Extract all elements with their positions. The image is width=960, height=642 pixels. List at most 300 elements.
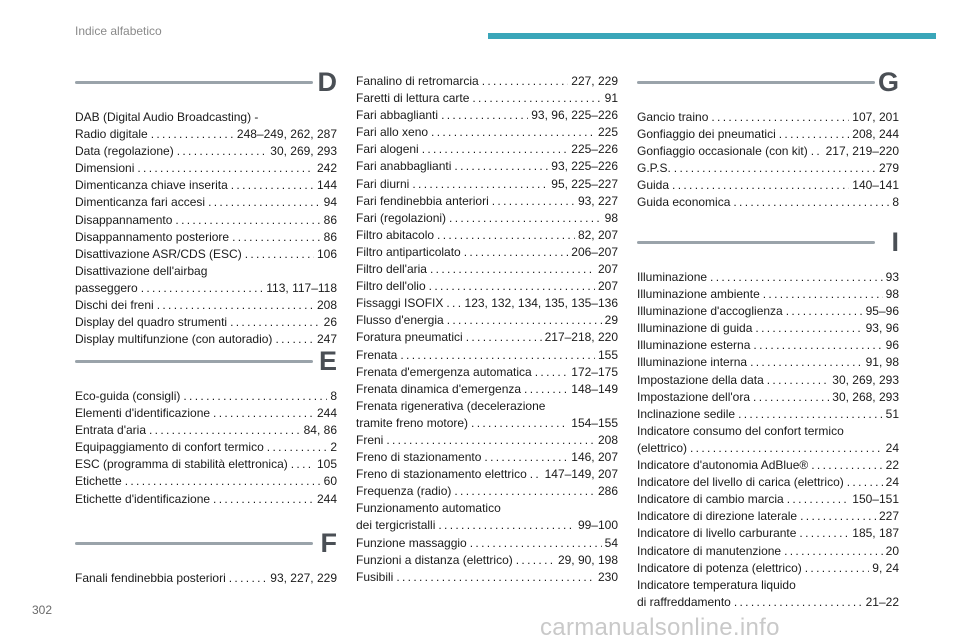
dot-leader (767, 372, 830, 389)
index-entry-label: Disappannamento (75, 212, 173, 227)
dot-leader (454, 158, 548, 175)
index-entry-pages: 93, 96, 225–226 (531, 108, 618, 123)
dot-leader (213, 491, 314, 508)
index-entry-label: Eco-guida (consigli) (75, 389, 181, 403)
index-entry-label: Impostazione dell'ora (637, 389, 751, 404)
index-entry-pages: 93, 225–226 (551, 159, 618, 174)
index-entry[interactable] (75, 456, 337, 473)
dot-leader (447, 312, 602, 329)
index-entry-pages: 208 (316, 298, 337, 313)
index-entry[interactable] (356, 449, 618, 466)
index-entry-label: Etichette d'identificazione (75, 491, 211, 506)
index-entry-pages: 185, 187 (852, 526, 899, 541)
index-entry-label: Fari allo xeno (356, 125, 429, 140)
dot-leader (275, 331, 314, 348)
index-entry-label: Funzioni a distanza (elettrico) (356, 552, 513, 567)
index-entry[interactable] (637, 303, 899, 320)
dot-leader (710, 269, 883, 286)
index-entry[interactable] (356, 176, 618, 193)
index-entry[interactable] (75, 405, 337, 422)
index-entry[interactable] (75, 143, 337, 160)
index-entry[interactable] (75, 388, 337, 405)
index-entry-pages: 8 (330, 389, 337, 403)
dot-leader (472, 90, 601, 107)
index-entry[interactable] (637, 143, 899, 160)
index-entry-pages: 29 (604, 313, 618, 328)
section-header (75, 67, 337, 109)
index-entry-lead: Indicatore consumo del confort termico (637, 423, 844, 438)
dot-leader (400, 347, 595, 364)
index-entry-pages: 93, 96 (865, 321, 899, 336)
dot-leader (805, 560, 870, 577)
index-entry-lead: Indicatore temperatura liquido (637, 577, 796, 592)
index-entry-label: di raffreddamento (637, 594, 731, 609)
index-entry-label: Illuminazione di guida (637, 321, 753, 336)
index-entry[interactable] (637, 354, 899, 371)
dot-leader (535, 364, 569, 381)
index-entry-label: Filtro antiparticolato (356, 244, 461, 259)
index-entry-pages: 96 (885, 338, 899, 353)
index-entry-pages: 24 (885, 440, 899, 455)
index-entry-pages: 107, 201 (852, 110, 899, 124)
index-entry-label: Fari fendinebbia anteriori (356, 193, 489, 208)
index-entry[interactable] (637, 457, 899, 474)
index-entry[interactable] (356, 517, 618, 534)
dot-leader (811, 143, 823, 160)
index-entry-pages: 248–249, 262, 287 (236, 127, 337, 142)
dot-leader (786, 303, 863, 320)
index-entry-pages: 94 (323, 195, 337, 210)
dot-leader (787, 491, 850, 508)
dot-leader (177, 143, 268, 160)
index-entry[interactable] (637, 406, 899, 423)
index-entry[interactable] (356, 347, 618, 364)
index-entry-pages: 154–155 (571, 415, 618, 430)
dot-leader (213, 405, 314, 422)
index-entry[interactable] (75, 331, 337, 348)
dot-leader (137, 160, 314, 177)
dot-leader (386, 432, 595, 449)
section-E (75, 346, 337, 508)
dot-leader (422, 141, 569, 158)
dot-leader (441, 107, 528, 124)
dot-leader (231, 177, 314, 194)
index-entry[interactable] (356, 329, 618, 346)
index-entry-pages: 30, 269, 293 (270, 144, 337, 159)
index-entry-lead: DAB (Digital Audio Broadcasting) - (75, 110, 259, 124)
dot-leader (763, 286, 883, 303)
index-entry[interactable] (75, 473, 337, 490)
index-entry-pages: 227, 229 (571, 74, 618, 88)
index-entry-label: Guida (637, 178, 670, 193)
index-entry[interactable] (637, 440, 899, 457)
index-entry[interactable] (356, 244, 618, 261)
index-entry[interactable] (75, 314, 337, 331)
index-entry[interactable] (75, 229, 337, 246)
index-entry-pages: 207 (597, 279, 618, 294)
index-entry-label: Indicatore d'autonomia AdBlue® (637, 458, 809, 473)
index-entry-pages: 8 (892, 195, 899, 210)
index-entry[interactable] (356, 569, 618, 586)
dot-leader (711, 109, 849, 126)
index-entry-label: Illuminazione (637, 270, 708, 284)
index-entry[interactable] (637, 543, 899, 560)
dot-leader (396, 569, 595, 586)
index-entry[interactable] (637, 594, 899, 611)
index-entry-label: Display multifunzione (con autoradio) (75, 332, 273, 347)
index-entry-pages: 244 (316, 406, 337, 421)
index-entry[interactable] (637, 560, 899, 577)
index-entry-label: Freno di stazionamento (356, 450, 482, 465)
section-header (637, 67, 899, 109)
index-entry-pages: 9, 24 (872, 560, 899, 575)
index-entry[interactable] (356, 141, 618, 158)
index-entry-label: Frenata (356, 347, 398, 362)
index-entry-label: Inclinazione sedile (637, 406, 736, 421)
index-entry[interactable] (356, 124, 618, 141)
index-entry-pages: 144 (316, 178, 337, 193)
dot-leader (412, 176, 548, 193)
index-entry-pages: 242 (316, 161, 337, 176)
index-entry-pages: 98 (604, 210, 618, 225)
index-entry-label: Elementi d'identificazione (75, 406, 211, 421)
index-entry-label: Illuminazione ambiente (637, 287, 760, 302)
index-entry[interactable] (75, 194, 337, 211)
index-entry-pages: 99–100 (577, 518, 618, 533)
index-entry-label: Fari anabbaglianti (356, 159, 452, 174)
index-entry-pages: 98 (885, 287, 899, 302)
section-F-continued (356, 73, 618, 586)
index-entry-list (637, 269, 899, 611)
dot-leader (753, 389, 829, 406)
index-entry[interactable] (356, 535, 618, 552)
index-entry-label: G.P.S. (637, 161, 671, 176)
dot-leader (755, 320, 862, 337)
index-entry[interactable] (637, 177, 899, 194)
index-entry-lead: Disattivazione dell'airbag (75, 263, 208, 278)
index-entry-label: Indicatore di livello carburante (637, 526, 797, 541)
index-entry[interactable] (356, 227, 618, 244)
index-entry-label: Frequenza (radio) (356, 484, 452, 499)
dot-leader (799, 525, 849, 542)
index-entry-label: Indicatore del livello di carica (elettrico) (637, 475, 844, 490)
index-entry[interactable] (356, 158, 618, 175)
index-entry[interactable] (75, 126, 337, 143)
index-entry[interactable] (356, 107, 618, 124)
index-entry-label: Fusibili (356, 569, 394, 584)
index-entry-pages: 30, 268, 293 (832, 389, 899, 404)
index-entry-list (75, 388, 337, 508)
index-entry-pages: 230 (597, 569, 618, 584)
dot-leader (690, 440, 883, 457)
index-entry[interactable] (356, 278, 618, 295)
dot-leader (464, 244, 569, 261)
index-entry-label: Indicatore di cambio marcia (637, 492, 784, 507)
index-entry-label: Frenata d'emergenza automatica (356, 364, 532, 379)
index-entry[interactable] (637, 508, 899, 525)
dot-leader (438, 517, 575, 534)
dot-leader (454, 483, 595, 500)
dot-leader (779, 126, 850, 143)
index-entry[interactable] (356, 415, 618, 432)
index-entry[interactable] (356, 466, 618, 483)
index-entry-pages: 54 (604, 535, 618, 550)
index-entry[interactable] (356, 483, 618, 500)
index-entry[interactable] (637, 320, 899, 337)
dot-leader (431, 124, 595, 141)
index-entry[interactable] (356, 381, 618, 398)
index-entry-pages: 91 (604, 91, 618, 106)
index-entry-label: Gonfiaggio dei pneumatici (637, 127, 776, 142)
index-entry-pages: 207 (597, 262, 618, 277)
index-entry-label: Impostazione della data (637, 372, 764, 387)
index-entry-label: tramite freno motore) (356, 415, 469, 430)
index-entry[interactable] (356, 210, 618, 227)
index-entry-label: Disattivazione ASR/CDS (ESC) (75, 246, 242, 261)
index-entry-lead: Funzionamento automatico (356, 501, 501, 516)
dot-leader (800, 508, 876, 525)
index-entry-pages: 123, 132, 134, 135, 135–136 (464, 296, 618, 311)
index-entry-label: Radio digitale (75, 127, 148, 142)
index-entry-label: Etichette (75, 474, 122, 489)
index-entry-label: Entrata d'aria (75, 423, 146, 438)
section-divider (75, 81, 313, 84)
index-entry-label: Display del quadro strumenti (75, 315, 228, 330)
index-entry[interactable] (75, 439, 337, 456)
index-entry-pages: 24 (885, 475, 899, 490)
index-entry-pages: 227 (878, 509, 899, 524)
index-entry-label: Illuminazione interna (637, 355, 748, 370)
index-entry-label: Fari abbaglianti (356, 108, 439, 123)
dot-leader (524, 381, 568, 398)
index-entry[interactable] (637, 109, 899, 126)
section-letter: I (891, 227, 899, 257)
index-entry-label: Dimenticanza fari accesi (75, 195, 206, 210)
section-I (637, 227, 899, 611)
dot-leader (149, 422, 301, 439)
index-entry-pages: 29, 90, 198 (557, 552, 618, 567)
index-entry[interactable] (75, 570, 337, 587)
index-entry[interactable] (637, 286, 899, 303)
index-entry-pages: 247 (316, 332, 337, 347)
index-entry-label: Fari diurni (356, 176, 410, 191)
dot-leader (674, 160, 876, 177)
index-entry-pages: 155 (597, 347, 618, 362)
index-entry-pages: 106 (316, 246, 337, 261)
index-entry[interactable] (356, 193, 618, 210)
index-entry-pages: 30, 269, 293 (832, 372, 899, 387)
index-entry[interactable] (637, 474, 899, 491)
index-entry-pages: 286 (597, 484, 618, 499)
dot-leader (141, 280, 264, 297)
index-entry[interactable] (356, 552, 618, 569)
index-entry[interactable] (356, 312, 618, 329)
dot-leader (267, 439, 328, 456)
index-entry-pages: 146, 207 (571, 450, 618, 465)
index-entry[interactable] (356, 73, 618, 90)
index-entry[interactable] (75, 212, 337, 229)
index-entry-label: Indicatore di potenza (elettrico) (637, 560, 802, 575)
index-entry-label: Faretti di lettura carte (356, 91, 470, 106)
index-entry-label: Dimensioni (75, 161, 135, 176)
index-entry-pages: 86 (323, 212, 337, 227)
index-entry-pages: 21–22 (865, 594, 899, 609)
dot-leader (151, 126, 234, 143)
index-entry-label: Illuminazione esterna (637, 338, 751, 353)
index-entry-label: Filtro abitacolo (356, 227, 435, 242)
index-entry-pages: 208 (597, 432, 618, 447)
dot-leader (229, 570, 268, 587)
index-entry[interactable] (356, 261, 618, 278)
index-entry-list (75, 109, 337, 348)
section-header (75, 346, 337, 388)
index-entry[interactable] (356, 432, 618, 449)
dot-leader (125, 473, 321, 490)
index-entry-pages: 225–226 (571, 142, 618, 157)
index-entry-label: ESC (programma di stabilità elettronica) (75, 457, 288, 472)
index-entry[interactable] (637, 269, 899, 286)
index-entry-pages: 86 (323, 229, 337, 244)
index-entry-pages: 93, 227, 229 (270, 571, 337, 585)
index-entry-label: Indicatore di direzione laterale (637, 509, 798, 524)
index-entry-pages: 93 (885, 270, 899, 284)
dot-leader (157, 297, 314, 314)
watermark: carmanualsonline.info (540, 614, 780, 641)
index-entry[interactable] (75, 177, 337, 194)
index-entry-list (637, 109, 899, 212)
index-entry[interactable] (637, 525, 899, 542)
index-entry-label: Dischi dei freni (75, 298, 154, 313)
index-entry[interactable] (75, 280, 337, 297)
index-entry-pages: 217–218, 220 (544, 330, 618, 345)
index-entry[interactable] (75, 160, 337, 177)
index-entry-label: Freni (356, 432, 384, 447)
index-entry[interactable] (637, 372, 899, 389)
section-divider (75, 542, 313, 545)
index-entry-label: Illuminazione d'accoglienza (637, 304, 783, 319)
dot-leader (784, 543, 883, 560)
index-entry-pages: 26 (323, 315, 337, 330)
index-entry-label: Equipaggiamento di confort termico (75, 440, 264, 455)
index-entry-label: Funzione massaggio (356, 535, 467, 550)
index-entry-pages: 20 (885, 543, 899, 558)
index-entry-label: Gonfiaggio occasionale (con kit) (637, 144, 808, 159)
dot-leader (530, 466, 542, 483)
index-entry[interactable] (75, 246, 337, 263)
index-entry-label: Fissaggi ISOFIX (356, 296, 444, 311)
dot-leader (470, 535, 602, 552)
index-entry-pages: 91, 98 (865, 355, 899, 370)
header-title: Indice alfabetico (75, 24, 162, 38)
index-entry-label: Freno di stazionamento elettrico (356, 467, 527, 482)
dot-leader (750, 354, 863, 371)
dot-leader (484, 449, 568, 466)
index-entry-pages: 93, 227 (577, 193, 618, 208)
index-entry-pages: 95–96 (865, 304, 899, 319)
index-entry-lead: Frenata rigenerativa (decelerazione (356, 398, 546, 413)
index-entry[interactable] (637, 491, 899, 508)
index-entry-pages: 150–151 (852, 492, 899, 507)
dot-leader (733, 194, 889, 211)
index-entry[interactable] (356, 364, 618, 381)
index-entry-pages: 225 (597, 125, 618, 140)
index-entry-label: passeggero (75, 280, 138, 295)
index-entry[interactable] (637, 194, 899, 211)
section-divider (637, 241, 875, 244)
index-entry-pages: 95, 225–227 (551, 176, 618, 191)
dot-leader (446, 295, 461, 312)
index-entry-pages: 82, 207 (577, 227, 618, 242)
index-entry-label: Foratura pneumatici (356, 330, 463, 345)
index-entry-label: dei tergicristalli (356, 518, 436, 533)
index-entry-pages: 206–207 (571, 244, 618, 259)
dot-leader (811, 457, 882, 474)
dot-leader (753, 337, 882, 354)
dot-leader (232, 229, 321, 246)
dot-leader (847, 474, 883, 491)
index-entry[interactable] (75, 422, 337, 439)
dot-leader (429, 278, 595, 295)
index-entry-pages: 105 (316, 457, 337, 472)
dot-leader (449, 210, 602, 227)
index-entry-list (75, 570, 337, 587)
index-entry-label: Gancio traino (637, 110, 709, 124)
dot-leader (183, 388, 327, 405)
index-entry-label: Dimenticanza chiave inserita (75, 178, 228, 193)
index-entry-label: Indicatore di manutenzione (637, 543, 782, 558)
index-entry-pages: 172–175 (571, 364, 618, 379)
dot-leader (466, 329, 542, 346)
index-entry-pages: 147–149, 207 (544, 467, 618, 482)
section-header (637, 227, 899, 269)
index-entry[interactable] (637, 160, 899, 177)
dot-leader (230, 314, 321, 331)
index-entry-label: Guida economica (637, 195, 731, 210)
index-entry-label: Fari (regolazioni) (356, 210, 447, 225)
header-accent-bar (488, 33, 936, 39)
dot-leader (672, 177, 849, 194)
dot-leader (492, 193, 575, 210)
dot-leader (516, 552, 555, 569)
dot-leader (430, 261, 595, 278)
dot-leader (291, 456, 314, 473)
index-entry[interactable] (75, 297, 337, 314)
section-D (75, 67, 337, 348)
index-entry-label: Fanalino di retromarcia (356, 74, 479, 88)
dot-leader (208, 194, 321, 211)
index-entry[interactable] (637, 337, 899, 354)
index-entry[interactable] (637, 389, 899, 406)
index-entry-pages: 148–149 (571, 381, 618, 396)
section-divider (637, 81, 875, 84)
index-entry-pages: 60 (323, 474, 337, 489)
index-entry[interactable] (75, 491, 337, 508)
section-divider (75, 360, 313, 363)
page-number: 302 (32, 603, 53, 617)
section-letter: F (320, 528, 337, 558)
index-entry-list (356, 73, 618, 586)
index-entry-label: Frenata dinamica d'emergenza (356, 381, 522, 396)
index-entry[interactable] (637, 126, 899, 143)
dot-leader (175, 212, 320, 229)
index-entry-label: Filtro dell'aria (356, 262, 427, 277)
index-entry[interactable] (356, 295, 618, 312)
dot-leader (437, 227, 575, 244)
dot-leader (738, 406, 883, 423)
index-entry[interactable] (356, 90, 618, 107)
index-entry-label: Flusso d'energia (356, 313, 444, 328)
index-entry-pages: 113, 117–118 (266, 280, 337, 295)
